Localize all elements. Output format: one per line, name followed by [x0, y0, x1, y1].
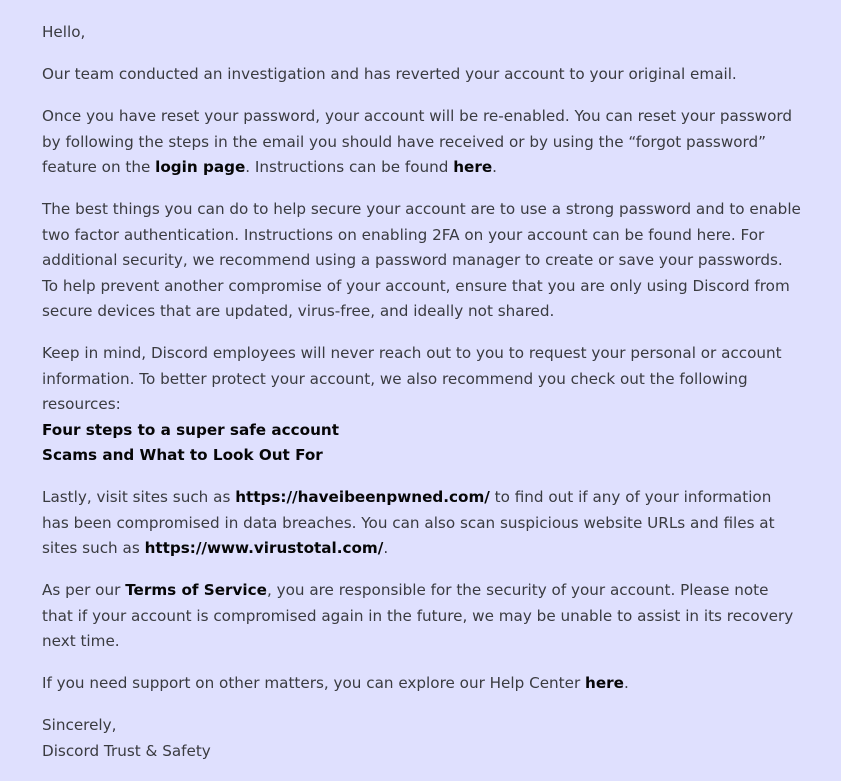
help-text-a: If you need support on other matters, you can explore our Help Center	[42, 674, 586, 692]
breach-text-c: .	[383, 539, 389, 557]
signature: Discord Trust & Safety	[42, 741, 211, 760]
reset-text-b: . Instructions can be found	[245, 158, 454, 176]
paragraph-help-center	[42, 671, 802, 697]
breach-text-a: Lastly, visit sites such as	[42, 488, 236, 506]
virustotal-link[interactable]: https://www.virustotal.com/	[144, 539, 384, 557]
paragraph-investigation: Our team conducted an investigation and has reverted your account to your original email.	[42, 65, 737, 83]
signature-block	[42, 713, 802, 764]
reset-text-c: .	[492, 158, 497, 176]
help-text-b: .	[623, 674, 629, 692]
paragraph-terms	[42, 578, 802, 655]
breach-text-b: to find out if any of your information has been compromised in data breaches. You can also scan suspicious website URLs and files at sites such as	[42, 488, 775, 557]
paragraph-resources	[42, 341, 802, 469]
signoff: Sincerely,	[42, 716, 117, 734]
greeting: Hello,	[42, 23, 86, 41]
resource-link-scams[interactable]: Scams and What to Look Out For	[42, 446, 323, 464]
instructions-here-link[interactable]: here	[453, 158, 493, 176]
reset-text-a: Once you have reset your password, your account will be re-enabled. You can reset your password by following the steps in the email you should have received or by using the “forgot password” feature on the	[42, 107, 792, 176]
help-center-here-link[interactable]: here	[585, 674, 624, 692]
terms-text-b: , you are responsible for the security of your account. Please note that if your account is compromised again in the future, we may be unable to assist in its recovery next time.	[42, 581, 794, 650]
paragraph-reset-password	[42, 104, 802, 181]
terms-text-a: As per our	[42, 581, 126, 599]
paragraph-security-tips: The best things you can do to help secure your account are to use a strong password and to enable two factor authentication. Instructions on enabling 2FA on your account can be found here. For additional security, we recommend using a password manager to create or save your passwords. To help prevent another compromise of your account, ensure that you are only using Discord from secure devices that are updated, virus-free, and ideally not shared.	[42, 200, 801, 320]
terms-of-service-link[interactable]: Terms of Service	[125, 581, 267, 599]
resources-text: Keep in mind, Discord employees will never reach out to you to request your personal or account information. To better protect your account, we also recommend you check out the following resources:	[42, 344, 782, 413]
haveibeenpwned-link[interactable]: https://haveibeenpwned.com/	[235, 488, 490, 506]
email-body	[42, 20, 802, 781]
paragraph-breach-sites	[42, 485, 802, 562]
resource-link-safe-account[interactable]: Four steps to a super safe account	[42, 420, 339, 439]
login-page-link[interactable]: login page	[155, 158, 246, 176]
